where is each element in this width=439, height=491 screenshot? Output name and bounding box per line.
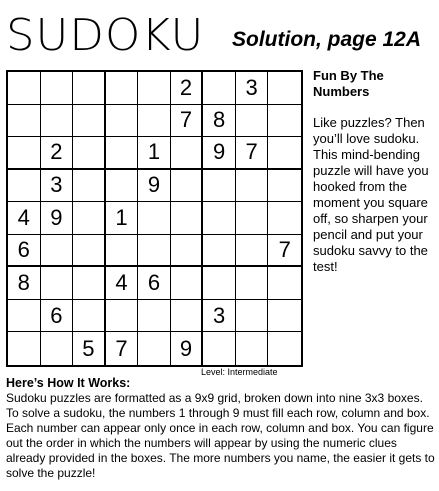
grid-cell[interactable] bbox=[106, 235, 139, 268]
grid-cell[interactable] bbox=[41, 72, 74, 105]
grid-cell[interactable] bbox=[73, 202, 106, 235]
grid-cell[interactable] bbox=[106, 137, 139, 170]
sidebar bbox=[313, 68, 439, 275]
grid-cell[interactable] bbox=[106, 300, 139, 333]
grid-cell[interactable] bbox=[73, 137, 106, 170]
grid-cell[interactable]: 3 bbox=[41, 170, 74, 203]
grid-cell[interactable] bbox=[268, 170, 301, 203]
sidebar-text: Like puzzles? Then you’ll love sudoku. This mind-bending puzzle will have you hooked from the moment you square off, so sharpen your pencil and put your sudoku savvy to the test! bbox=[313, 115, 429, 274]
grid-cell[interactable] bbox=[8, 105, 41, 138]
grid-cell[interactable] bbox=[106, 170, 139, 203]
grid-cell[interactable] bbox=[268, 332, 301, 365]
grid-cell[interactable]: 1 bbox=[106, 202, 139, 235]
grid-cell[interactable]: 5 bbox=[73, 332, 106, 365]
grid-cell[interactable]: 9 bbox=[138, 170, 171, 203]
grid-cell[interactable]: 7 bbox=[236, 137, 269, 170]
grid-cell[interactable]: 9 bbox=[171, 332, 204, 365]
grid-cell[interactable] bbox=[73, 72, 106, 105]
grid-cell[interactable] bbox=[171, 202, 204, 235]
grid-cell[interactable] bbox=[8, 137, 41, 170]
grid-cell[interactable] bbox=[171, 267, 204, 300]
grid-cell[interactable] bbox=[268, 267, 301, 300]
grid-cell[interactable] bbox=[73, 300, 106, 333]
grid-cell[interactable] bbox=[171, 137, 204, 170]
grid-cell[interactable] bbox=[106, 105, 139, 138]
grid-cell[interactable] bbox=[8, 332, 41, 365]
grid-cell[interactable]: 4 bbox=[8, 202, 41, 235]
grid-cell[interactable] bbox=[268, 202, 301, 235]
grid-cell[interactable] bbox=[73, 105, 106, 138]
grid-cell[interactable] bbox=[138, 202, 171, 235]
grid-cell[interactable] bbox=[203, 202, 236, 235]
grid-cell[interactable]: 7 bbox=[268, 235, 301, 268]
grid-cell[interactable] bbox=[236, 170, 269, 203]
sidebar-title: Fun By The Numbers bbox=[313, 68, 384, 99]
grid-cell[interactable] bbox=[236, 202, 269, 235]
grid-cell[interactable]: 4 bbox=[106, 267, 139, 300]
grid-cell[interactable]: 3 bbox=[203, 300, 236, 333]
grid-cell[interactable]: 7 bbox=[106, 332, 139, 365]
how-it-works-title: Here’s How It Works: bbox=[6, 376, 131, 390]
grid-cell[interactable]: 2 bbox=[171, 72, 204, 105]
grid-cell[interactable]: 8 bbox=[203, 105, 236, 138]
grid-cell[interactable] bbox=[203, 267, 236, 300]
grid-cell[interactable]: 9 bbox=[41, 202, 74, 235]
grid-cell[interactable] bbox=[138, 105, 171, 138]
grid-cell[interactable] bbox=[203, 332, 236, 365]
solution-reference: Solution, page 12A bbox=[232, 28, 422, 51]
grid-cell[interactable] bbox=[171, 235, 204, 268]
grid-cell[interactable]: 3 bbox=[236, 72, 269, 105]
grid-cell[interactable] bbox=[73, 235, 106, 268]
grid-cell[interactable]: 2 bbox=[41, 137, 74, 170]
sudoku-logo: SUDOKU bbox=[6, 10, 205, 61]
grid-cell[interactable]: 1 bbox=[138, 137, 171, 170]
grid-cell[interactable] bbox=[41, 235, 74, 268]
grid-cell[interactable] bbox=[138, 235, 171, 268]
grid-cell[interactable] bbox=[8, 170, 41, 203]
grid-cell[interactable] bbox=[8, 72, 41, 105]
grid-cell[interactable] bbox=[41, 332, 74, 365]
grid-cell[interactable]: 6 bbox=[138, 267, 171, 300]
grid-cell[interactable] bbox=[203, 235, 236, 268]
grid-cell[interactable] bbox=[41, 105, 74, 138]
grid-cell[interactable] bbox=[203, 72, 236, 105]
grid-cell[interactable] bbox=[236, 300, 269, 333]
grid-cell[interactable] bbox=[138, 300, 171, 333]
grid-cell[interactable] bbox=[171, 170, 204, 203]
grid-cell[interactable] bbox=[8, 300, 41, 333]
grid-cell[interactable] bbox=[138, 332, 171, 365]
grid-cell[interactable] bbox=[268, 72, 301, 105]
grid-cell[interactable] bbox=[73, 170, 106, 203]
grid-cell[interactable]: 9 bbox=[203, 137, 236, 170]
grid-cell[interactable] bbox=[268, 105, 301, 138]
grid-cell[interactable] bbox=[236, 267, 269, 300]
grid-cell[interactable] bbox=[203, 170, 236, 203]
grid-cell[interactable] bbox=[106, 72, 139, 105]
grid-cell[interactable] bbox=[236, 105, 269, 138]
how-it-works bbox=[6, 376, 438, 481]
sudoku-grid bbox=[6, 70, 303, 367]
grid-cell[interactable] bbox=[73, 267, 106, 300]
grid-cell[interactable]: 6 bbox=[8, 235, 41, 268]
grid-cell[interactable] bbox=[236, 332, 269, 365]
grid-cell[interactable] bbox=[41, 267, 74, 300]
grid-cell[interactable]: 8 bbox=[8, 267, 41, 300]
grid-cell[interactable] bbox=[268, 137, 301, 170]
grid-cell[interactable]: 7 bbox=[171, 105, 204, 138]
grid-cell[interactable] bbox=[268, 300, 301, 333]
grid-cell[interactable] bbox=[138, 72, 171, 105]
grid-cell[interactable]: 6 bbox=[41, 300, 74, 333]
grid-cell[interactable] bbox=[236, 235, 269, 268]
grid-cell[interactable] bbox=[171, 300, 204, 333]
difficulty-level: Level: Intermediate bbox=[201, 367, 278, 377]
how-it-works-text: Sudoku puzzles are formatted as a 9x9 grid, broken down into nine 3x3 boxes. To solve a sudoku, the numbers 1 through 9 must fill each row, column and box. Each number can appear only once in each row, column and box. You can figure out the order in which the numbers will appear by using the numeric clues already provided in the boxes. The more numbers you name, the easier it gets to solve the puzzle! bbox=[6, 391, 435, 480]
